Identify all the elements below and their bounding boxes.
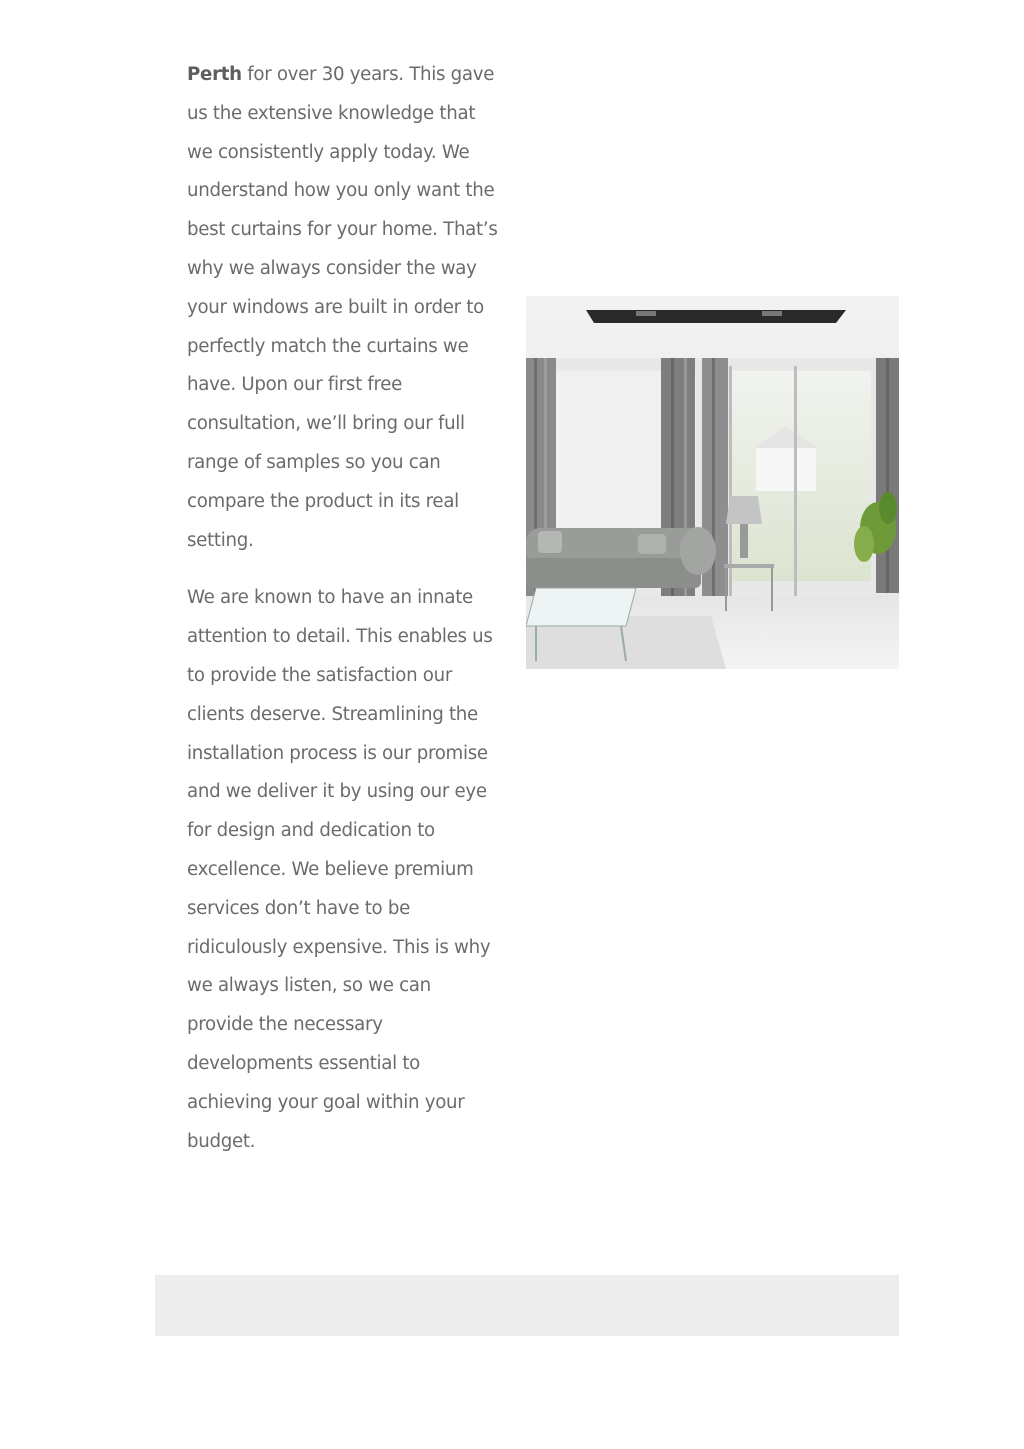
detail-paragraph: We are known to have an innate attention to detail. This enables us to provide the satisfaction our clients deserve. Streamlining the installation process is our promise and we deliver it by using our eye for design and dedication to excellence. We believe premium services don’t have to be ridiculously expensive. This is why we always listen, so we can provide the necessary developments essential to achieving your goal within your budget. — [187, 587, 493, 1152]
footer-band — [155, 1275, 899, 1336]
intro-paragraph-text: for over 30 years. This gave us the extensive knowledge that we consistently apply today. We understand how you only want the best curtains for your home. That’s why we always consider the way your windows are built in order to perfectly match the curtains we have. Upon our first free consultation, we’ll bring our full range of samples so you can compare the product in its real setting. — [187, 64, 498, 551]
article-text — [187, 56, 499, 1180]
living-room-photo — [526, 296, 899, 669]
location-highlight: Perth — [187, 64, 242, 85]
intro-paragraph — [187, 56, 499, 560]
